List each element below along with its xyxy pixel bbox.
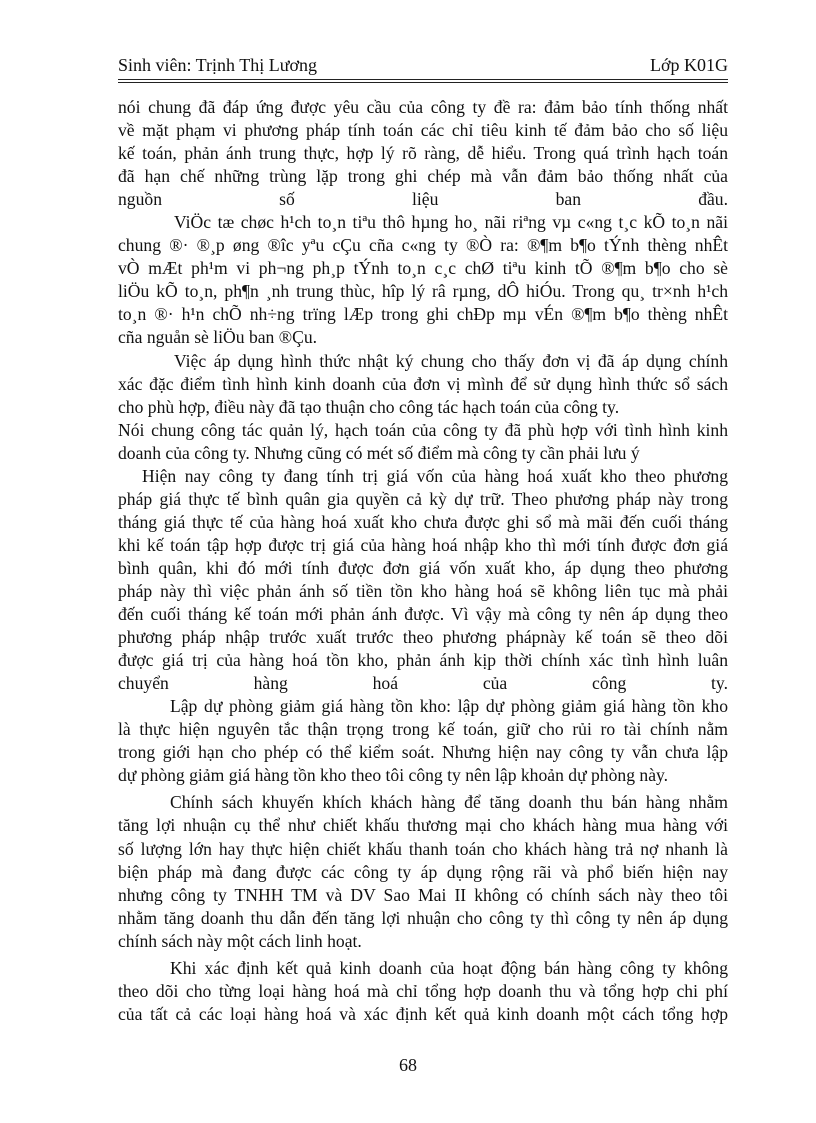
text-line: vÒ mÆt ph¹m vi ph¬ng ph¸p tÝnh to¸n c¸c chØ tiªu kinh tÕ ®¶m b¶o cho sè: [118, 258, 728, 279]
text-line: cña nguån sè liÖu ban ®Çu.: [118, 327, 318, 348]
bullet-text: Khi xác định kết quả kinh doanh của hoạt động bán hàng công ty không: [170, 957, 728, 978]
text-line: tăng lợi nhuận cụ thể như chiết khấu thương mại cho khách hàng mua hàng với: [118, 815, 728, 836]
text-line: trong giới hạn cho phép có thể kiểm soát. Nhưng hiện nay công ty vẫn chưa lập: [118, 742, 728, 763]
paragraph-3: [118, 350, 728, 419]
page-header: [118, 50, 728, 80]
header-rule-double: [118, 82, 728, 83]
text-line: cho phù hợp, điều này đã tạo thuận cho công tác hạch toán của công ty.: [118, 396, 620, 417]
text-line: tháng giá thực tế của hàng hoá xuất kho chưa được ghi sổ mà mãi đến cuối tháng: [118, 511, 728, 532]
text-line: phương pháp nhập trước xuất trước theo phương phápnày kế toán sẽ theo dõi: [118, 627, 728, 648]
paragraph-2-garbled-font: [118, 211, 728, 349]
class-label: Lớp K01G: [649, 55, 728, 75]
text-line: đến cuối tháng kế toán mới phản ánh được. Vì vậy mà công ty nên áp dụng theo: [118, 604, 728, 625]
bullet-paragraph-5: [118, 465, 728, 695]
page-number: 68: [399, 1055, 417, 1075]
text-line: chung ®· ®¸p øng ®îc yªu cÇu cña c«ng ty ®Ò ra: ®¶m b¶o tÝnh thèng nhÊt: [118, 235, 728, 256]
text-line: nhưng công ty TNHH TM và DV Sao Mai II không có chính sách này theo tôi: [118, 884, 728, 905]
text-line: liÖu kÕ to¸n, ph¶n ¸nh trung thùc, hîp lý râ rµng, dÔ hiÓu. Trong qu¸ tr×nh h¹ch: [118, 281, 728, 302]
text-line: [118, 791, 728, 814]
text-line: số lượng lớn hay thực hiện chiết khấu thanh toán cho khách hàng trả nợ nhanh là: [118, 838, 728, 859]
text-line: của tất cả các loại hàng hoá và xác định kết quả kinh doanh một cách tổng hợp: [118, 1003, 728, 1024]
bullet-text: Hiện nay công ty đang tính trị giá vốn của hàng hoá xuất kho theo phương: [142, 465, 728, 486]
bullet-text: Chính sách khuyến khích khách hàng để tăng doanh thu bán hàng nhằm: [170, 792, 728, 813]
text-line: dự phòng giảm giá hàng tồn kho theo tôi công ty nên lập khoản dự phòng này.: [118, 765, 669, 786]
text-line: kế toán, phản ánh trung thực, hợp lý rõ ràng, dễ hiểu. Trong quá trình hạch toán: [118, 143, 728, 164]
bullet-paragraph-8: [118, 957, 728, 1026]
student-name: Sinh viên: Trịnh Thị Lương: [118, 55, 317, 75]
text-line: theo dõi cho từng loại hàng hoá mà chỉ tổng hợp doanh thu và tổng hợp chi phí: [118, 980, 728, 1001]
text-line: nhằm tăng doanh thu dẫn đến tăng lợi nhuận cho công ty thì công ty nên áp dụng: [118, 907, 728, 928]
paragraph-4: [118, 419, 728, 465]
text-line: xác đặc điểm tình hình kinh doanh của đơn vị mình để sử dụng hình thức sổ sách: [118, 373, 728, 394]
text-line: to¸n ®· h¹n chÕ nh÷ng trïng lÆp trong ghi chÐp mµ vÉn ®¶m b¶o thèng nhÊt: [118, 304, 728, 325]
text-line: biện pháp mà đang được các công ty áp dụng rộng rãi và phổ biến hiện nay: [118, 861, 728, 882]
text-line: [118, 695, 728, 718]
text-line: là thực hiện nguyên tắc thận trọng trong kế toán, giữ cho rủi ro tài chính nằm: [118, 719, 728, 740]
text-line: bình quân, khi đó mới tính được đơn giá vốn xuất kho, áp dụng theo phương: [118, 557, 728, 578]
text-line: đã hạn chế những trùng lặp trong ghi chép mà vẫn đảm bảo thống nhất của: [118, 166, 728, 187]
text-line: Nói chung công tác quản lý, hạch toán của công ty đã phù hợp với tình hình kinh: [118, 419, 728, 440]
text-line: nói chung đã đáp ứng được yêu cầu của công ty đề ra: đảm bảo tính thống nhất: [118, 97, 728, 117]
paragraph-1: [118, 96, 728, 211]
header-rule: [118, 79, 728, 80]
text-line: ViÖc tæ chøc h¹ch to¸n tiªu thô hµng ho¸ nãi riªng vµ c«ng t¸c kÕ to¸n nãi: [174, 212, 728, 233]
bullet-paragraph-6: [118, 695, 728, 787]
text-line: nguồn số liệu ban đầu.: [118, 189, 728, 210]
document-body: [118, 96, 728, 1026]
text-line: [118, 957, 728, 980]
text-line: khi kế toán tập hợp được trị giá của hàng hoá nhập kho thì mới tính được đơn giá: [118, 534, 728, 555]
text-line: về mặt phạm vi phương pháp tính toán các chỉ tiêu kinh tế đảm bảo cho số liệu: [118, 120, 728, 141]
text-line: pháp giá thực tế bình quân gia quyền cả kỳ dự trữ. Theo phương pháp này trong: [118, 488, 728, 509]
text-line: [118, 465, 728, 488]
bullet-text: Lập dự phòng giảm giá hàng tồn kho: lập dự phòng giảm giá hàng tồn kho: [170, 696, 728, 717]
text-line: doanh của công ty. Nhưng cũng có mét số điểm mà công ty cần phải lưu ý: [118, 442, 640, 463]
text-line: chuyển hàng hoá của công ty.: [118, 673, 728, 694]
bullet-paragraph-7: [118, 791, 728, 952]
text-line: Việc áp dụng hình thức nhật ký chung cho thấy đơn vị đã áp dụng chính: [174, 350, 728, 371]
text-line: pháp này thì việc phản ánh số tiền tồn kho hàng hoá sẽ không liên tục mà phải: [118, 580, 728, 601]
text-line: chính sách này một cách linh hoạt.: [118, 930, 362, 951]
text-line: được giá trị của hàng hoá tồn kho, phản ánh kịp thời chính xác tình hình luân: [118, 650, 728, 671]
